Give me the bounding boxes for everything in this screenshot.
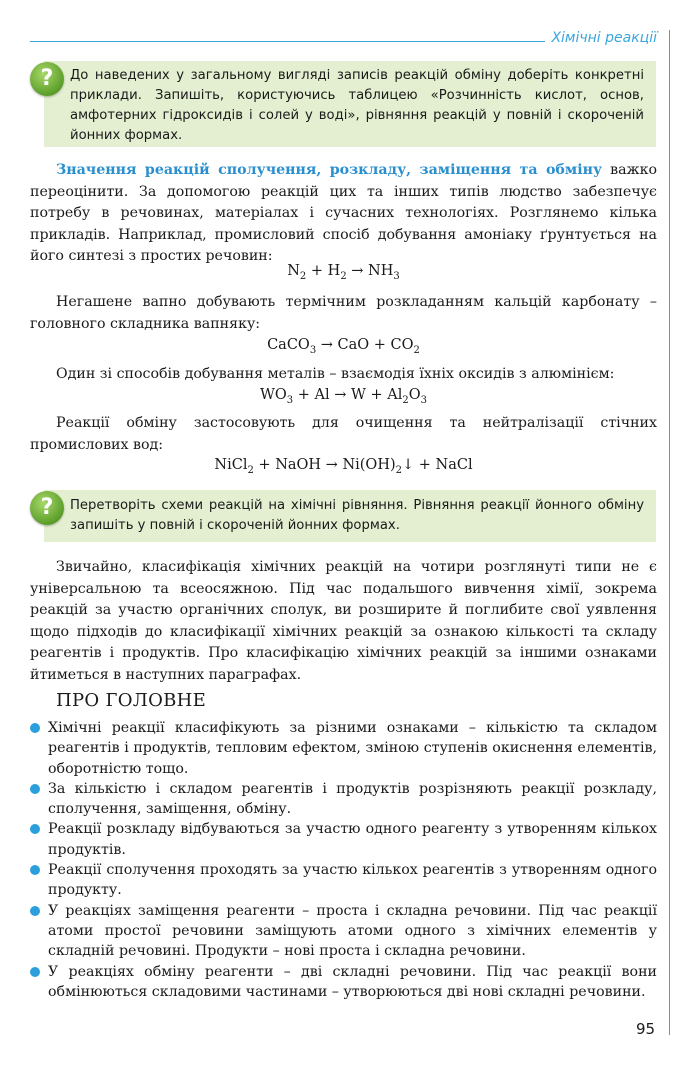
list-item: Реакції сполучення проходять за участю кількох реагентів з утворенням одного продукту. <box>30 860 657 901</box>
equation-nickel: NiCl$_2$ + NaOH → $Ni(OH)_2↓$ + NaCl <box>214 457 473 476</box>
list-item: За кількістю і складом реагентів і продуктів розрізняють реакції розкладу, сполучення, заміщення, обміну. <box>30 779 657 820</box>
highlight-term: Значення реакцій сполучення, розкладу, заміщення та обміну <box>56 162 603 178</box>
bullet-icon <box>30 906 40 916</box>
equation-ammonia: $N_2 + H_2 \to NH_3$ <box>287 263 400 282</box>
bullet-icon <box>30 723 40 733</box>
question-icon: ? <box>30 491 64 525</box>
list-item: У реакціях обміну реагенти – дві складні речовини. Під час реакції вони обмінюються складовими частинами – утворюються дві нові складні речовини. <box>30 962 657 1003</box>
equation-tungsten: $WO_3 + Al \to W + Al_2O_3$ <box>259 387 428 406</box>
bullet-icon <box>30 865 40 875</box>
paragraph-lime: Негашене вапно добувають термічним розкладанням кальцій карбонату – головного складника вапняку: <box>30 294 657 332</box>
margin-rule <box>669 30 670 1035</box>
paragraph-metals: Один зі способів добування металів – взаємодія їхніх оксидів з алюмінієм: <box>56 366 615 382</box>
list-item: Реакції розкладу відбуваються за участю одного реагенту з утворенням кількох продуктів. <box>30 819 657 860</box>
question-icon: ? <box>30 62 64 96</box>
summary-heading: ПРО ГОЛОВНЕ <box>56 690 207 711</box>
question-box-2: Перетворіть схеми реакцій на хімічні рівняння. Рівняння реакції йонного обміну запишіть у повній і скороченій йонних формах. <box>44 490 656 542</box>
paragraph-classification: Звичайно, класифікація хімічних реакцій на чотири розглянуті типи не є універсальною та всеосяжною. Під час подальшого вивчення хімії, зокрема реакцій за участю органічних сполук, ви розширите й поглибите свої уявлення щодо підходів до класифікації хімічних реакцій за ознакою кількості та складу реагентів і продуктів. Про класифікацію хімічних реакцій за іншими ознаками йтиметься в наступних параграфах. <box>30 559 657 683</box>
bullet-icon <box>30 824 40 834</box>
equation-calcium-carbonate: CaCO$_3$ → CaO + $CO_2$ <box>267 337 420 356</box>
list-item: Хімічні реакції класифікують за різними ознаками – кількістю та складом реагентів і продуктів, тепловим ефектом, зміною ступенів окиснення елементів, оборотністю тощо. <box>30 718 657 779</box>
page-number: 95 <box>636 1020 656 1038</box>
bullet-icon <box>30 784 40 794</box>
list-item: У реакціях заміщення реагенти – проста і складна речовини. Під час реакції атоми простої речовини заміщують атоми одного з хімічних елементів у складній речовині. Продукти – нові проста і складна речовини. <box>30 901 657 962</box>
bullet-icon <box>30 967 40 977</box>
paragraph-significance: Значення реакцій сполучення, розкладу, заміщення та обміну важко переоцінити. За допомогою реакцій цих та інших типів людство забезпечує потребу в речовинах, матеріалах і сучасних технологіях. Розглянемо кілька прикладів. Наприклад, промисловий спосіб добування амоніаку ґрунтується на його синтезі з простих речовин: <box>30 162 657 264</box>
running-header: Хімічні реакції <box>551 30 657 46</box>
question-box-1: До наведених у загальному вигляді записів реакцій обміну доберіть конкретні приклади. Запишіть, користуючись таблицею «Розчинність кислот, основ, амфотерних гідроксидів і солей у воді», рівняння реакцій у повній і скороченій йонних формах. <box>44 61 656 147</box>
summary-list <box>30 718 657 1002</box>
header-rule <box>30 41 545 42</box>
paragraph-exchange: Реакції обміну застосовують для очищення та нейтралізації стічних промислових вод: <box>30 415 657 453</box>
